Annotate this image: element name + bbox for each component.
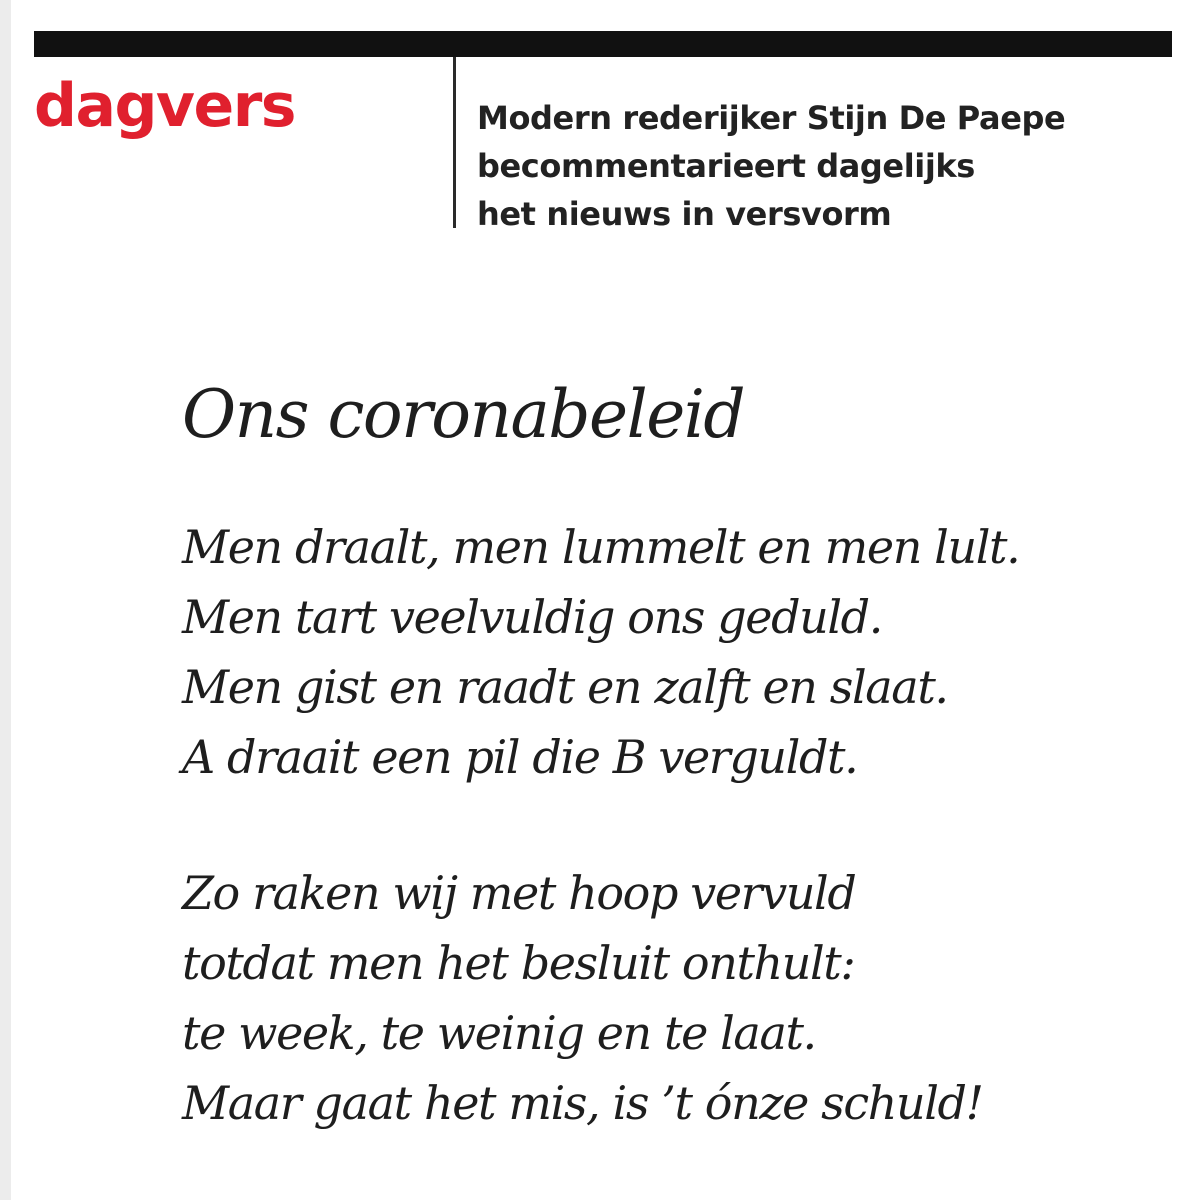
header-rule <box>34 31 1172 57</box>
poem-line: Men tart veelvuldig ons geduld. <box>182 590 882 644</box>
tagline-line: becommentarieert dagelijks <box>477 147 975 185</box>
poem-stanza-1 <box>182 512 1019 792</box>
tagline-line: Modern rederijker Stijn De Paepe <box>477 99 1066 137</box>
poem-line: te week, te weinig en te laat. <box>182 1006 816 1060</box>
tagline-line: het nieuws in versvorm <box>477 195 892 233</box>
poem-line: Men gist en raadt en zalft en slaat. <box>182 660 948 714</box>
poem-title: Ons coronabeleid <box>182 376 745 453</box>
poem-line: totdat men het besluit onthult: <box>182 936 855 990</box>
column-tagline <box>477 94 1177 238</box>
poem-line: Maar gaat het mis, is ’t ónze schuld! <box>182 1076 983 1130</box>
poem-line: A draait een pil die B verguldt. <box>182 730 858 784</box>
header-divider <box>453 57 456 228</box>
page-edge <box>0 0 11 1200</box>
poem-stanza-2 <box>182 858 983 1138</box>
column-brand: dagvers <box>34 71 295 141</box>
poem-line: Zo raken wij met hoop vervuld <box>182 866 856 920</box>
poem-line: Men draalt, men lummelt en men lult. <box>182 520 1020 574</box>
